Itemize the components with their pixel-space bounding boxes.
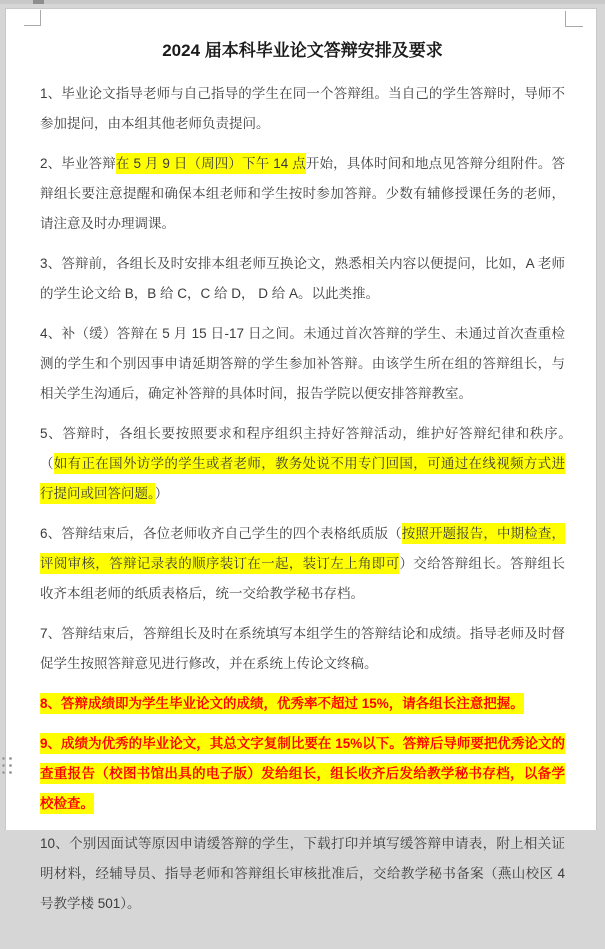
dot: [9, 757, 12, 760]
emphasis-highlighted-text-run: 8、答辩成绩即为学生毕业论文的成绩，优秀率不超过 15%，请各组长注意把握。: [40, 693, 524, 714]
document-content: [6, 9, 596, 949]
paragraph-6: [40, 519, 565, 609]
window-top-strip: [0, 0, 605, 4]
paragraph-3: [40, 249, 565, 309]
paragraph-10: [40, 829, 565, 919]
text-run: ）: [154, 486, 169, 501]
highlighted-text-run: 在 5 月 9 日（周四）下午 14 点: [116, 153, 306, 174]
scroll-indicator-tab: [33, 0, 44, 4]
text-run: 5、答辩时，各组长要按照要求和程序组织主持好答辩活动，维护好答辩纪律和秩序。 （: [40, 426, 579, 471]
text-run: 10、个别因面试等原因申请缓答辩的学生，下载打印并填写缓答辩申请表，附上相关证明材料，经辅导员、指导老师和答辩组长审核批准后，交给教学秘书备案（燕山校区 4 号教学楼 501）。: [40, 836, 565, 911]
text-run: 1、毕业论文指导老师与自己指导的学生在同一个答辩组。当自己的学生答辩时，导师不参加提问，由本组其他老师负责提问。: [40, 86, 565, 131]
emphasis-highlighted-text-run: 9、成绩为优秀的毕业论文，其总文字复制比要在 15%以下。答辩后导师要把优秀论文的查重报告（校图书馆出具的电子版）发给组长，组长收齐后发给教学秘书存档，以备学校检查。: [40, 733, 565, 814]
dot: [2, 764, 5, 767]
highlighted-text-run: 如有正在国外访学的学生或者老师，教务处说不用专门回国，可通过在线视频方式进行提问或回答问题。: [40, 453, 565, 504]
paragraph-2: [40, 149, 565, 239]
text-run: 6、答辩结束后，各位老师收齐自己学生的四个表格纸质版（: [40, 526, 402, 541]
dot: [9, 771, 12, 774]
paragraph-9: [40, 729, 565, 819]
text-run: 3、答辩前，各组长及时安排本组老师互换论文，熟悉相关内容以便提问，比如，A 老师的学生论文给 B，B 给 C，C 给 D， D 给 A。以此类推。: [40, 256, 565, 301]
dot: [2, 771, 5, 774]
dot: [9, 764, 12, 767]
text-run: 4、补（缓）答辩在 5 月 15 日-17 日之间。未通过首次答辩的学生、未通过首次查重检测的学生和个别因事申请延期答辩的学生参加补答辩。由该学生所在组的答辩组长，与相关学生沟通后，确定补答辩的具体时间，报告学院以便安排答辩教室。: [40, 326, 565, 401]
paragraph-5: [40, 419, 579, 509]
text-run: 开始，具体时间和地点见答辩分组附件。答辩组长要注意提醒和确保本组老师和学生按时参加答辩。少数有辅修授课任务的老师，请注意及时办理调课。: [40, 156, 565, 231]
paragraph-1: [40, 79, 565, 139]
dot: [2, 757, 5, 760]
paragraph-4: [40, 319, 565, 409]
highlighted-text-run: 按照开题报告，中期检查，评阅审核，答辩记录表的顺序装订在一起，装订左上角即可: [40, 523, 565, 574]
text-run: 2、毕业答辩: [40, 156, 116, 171]
paragraph-8: [40, 689, 565, 719]
text-run: ）交给答辩组长。答辩组长收齐本组老师的纸质表格后，统一交给教学秘书存档。: [40, 556, 566, 601]
document-page: [5, 8, 597, 911]
document-title: 2024 届本科毕业论文答辩安排及要求: [162, 41, 443, 60]
paragraph-7: [40, 619, 565, 679]
drag-handle-dots-icon[interactable]: [2, 757, 12, 774]
text-run: 7、答辩结束后，答辩组长及时在系统填写本组学生的答辩结论和成绩。指导老师及时督促学生按照答辩意见进行修改，并在系统上传论文终稿。: [40, 626, 565, 671]
